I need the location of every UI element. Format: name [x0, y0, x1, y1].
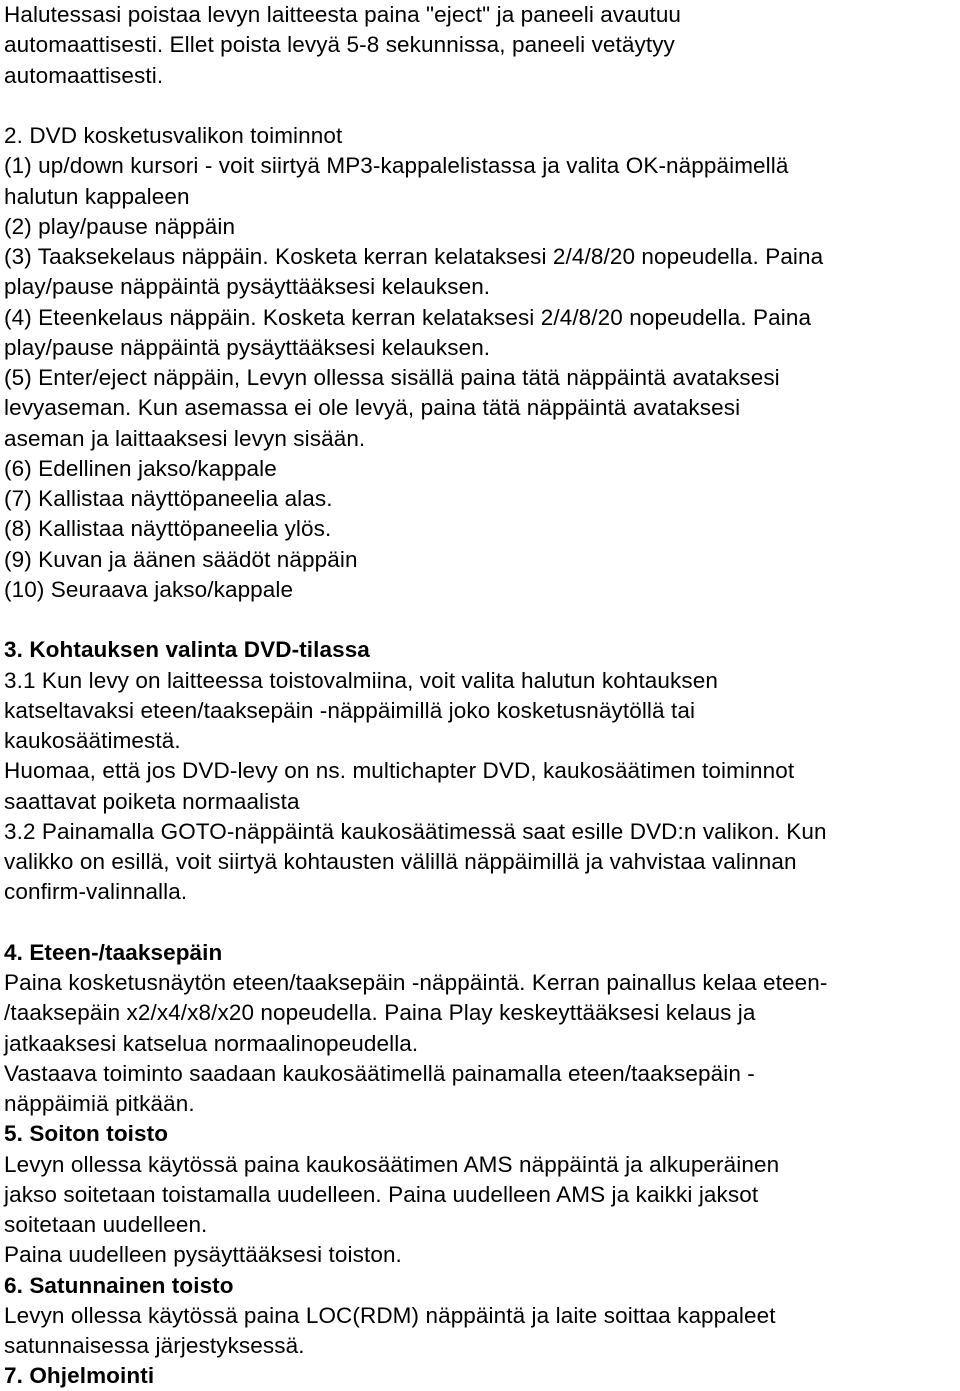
- text-line: Paina uudelleen pysäyttääksesi toiston.: [4, 1242, 402, 1268]
- text-line: Vastaava toiminto saadaan kaukosäätimellä painamalla eteen/taaksepäin -: [4, 1060, 755, 1086]
- text-line: Paina kosketusnäytön eteen/taaksepäin -näppäintä. Kerran painallus kelaa eteen-: [4, 970, 828, 995]
- text-line: 3.2 Painamalla GOTO-näppäintä kaukosäätimessä saat esille DVD:n valikon. Kun: [4, 818, 827, 844]
- section-heading: 5. Soiton toisto: [4, 1121, 169, 1147]
- text-line: (7) Kallistaa näyttöpaneelia alas.: [4, 486, 333, 511]
- text-line: (10) Seuraava jakso/kappale: [4, 576, 294, 602]
- text-line: levyaseman. Kun asemassa ei ole levyä, paina tätä näppäintä avataksesi: [4, 395, 741, 421]
- text-line: (3) Taaksekelaus näppäin. Kosketa kerran kelataksesi 2/4/8/20 nopeudella. Paina: [4, 244, 824, 269]
- section-heading: 7. Ohjelmointi: [4, 1363, 155, 1389]
- text-line: saattavat poiketa normaalista: [4, 788, 300, 814]
- text-line: halutun kappaleen: [4, 183, 190, 209]
- text-line: Levyn ollessa käytössä paina kaukosäätimen AMS näppäintä ja alkuperäinen: [4, 1151, 780, 1177]
- text-line: automaattisesti. Ellet poista levyä 5-8 sekunnissa, paneeli vetäytyy: [4, 32, 675, 58]
- text-line: (1) up/down kursori - voit siirtyä MP3-kappalelistassa ja valita OK-näppäimellä: [4, 153, 789, 179]
- text-line: play/pause näppäintä pysäyttääksesi kelauksen.: [4, 334, 491, 360]
- section-heading: 6. Satunnainen toisto: [4, 1272, 234, 1298]
- text-line: Halutessasi poistaa levyn laitteesta paina "eject" ja paneeli avautuu: [4, 2, 682, 27]
- text-line: Levyn ollessa käytössä paina LOC(RDM) näppäintä ja laite soittaa kappaleet: [4, 1302, 776, 1328]
- text-line: (4) Eteenkelaus näppäin. Kosketa kerran kelataksesi 2/4/8/20 nopeudella. Paina: [4, 304, 812, 330]
- text-line: aseman ja laittaaksesi levyn sisään.: [4, 425, 366, 451]
- text-line: (2) play/pause näppäin: [4, 213, 236, 239]
- section-heading: 3. Kohtauksen valinta DVD-tilassa: [4, 637, 370, 663]
- text-line: näppäimiä pitkään.: [4, 1091, 195, 1116]
- text-line: confirm-valinnalla.: [4, 879, 188, 905]
- text-line: (9) Kuvan ja äänen säädöt näppäin: [4, 546, 358, 572]
- text-line: (8) Kallistaa näyttöpaneelia ylös.: [4, 516, 332, 542]
- text-line: (5) Enter/eject näppäin, Levyn ollessa sisällä paina tätä näppäintä avataksesi: [4, 365, 780, 390]
- text-line: Huomaa, että jos DVD-levy on ns. multichapter DVD, kaukosäätimen toiminnot: [4, 758, 795, 784]
- text-line: (6) Edellinen jakso/kappale: [4, 455, 277, 481]
- text-line: 3.1 Kun levy on laitteessa toistovalmiina, voit valita halutun kohtauksen: [4, 667, 718, 693]
- section-heading: 4. Eteen-/taaksepäin: [4, 939, 223, 965]
- text-line: katseltavaksi eteen/taaksepäin -näppäimillä joko kosketusnäytöllä tai: [4, 697, 696, 723]
- text-line: play/pause näppäintä pysäyttääksesi kelauksen.: [4, 274, 491, 300]
- text-line: satunnaisessa järjestyksessä.: [4, 1333, 305, 1358]
- text-line: jatkaaksesi katselua normaalinopeudella.: [4, 1030, 419, 1056]
- text-line: /taaksepäin x2/x4/x8/x20 nopeudella. Paina Play keskeyttääksesi kelaus ja: [4, 1000, 756, 1026]
- text-line: 2. DVD kosketusvalikon toiminnot: [4, 123, 343, 148]
- text-line: valikko on esillä, voit siirtyä kohtausten välillä näppäimillä ja vahvistaa valinnan: [4, 849, 797, 874]
- text-line: automaattisesti.: [4, 62, 164, 88]
- text-line: soitetaan uudelleen.: [4, 1212, 208, 1237]
- text-line: jakso soitetaan toistamalla uudelleen. Paina uudelleen AMS ja kaikki jaksot: [4, 1181, 759, 1207]
- text-line: kaukosäätimestä.: [4, 728, 181, 753]
